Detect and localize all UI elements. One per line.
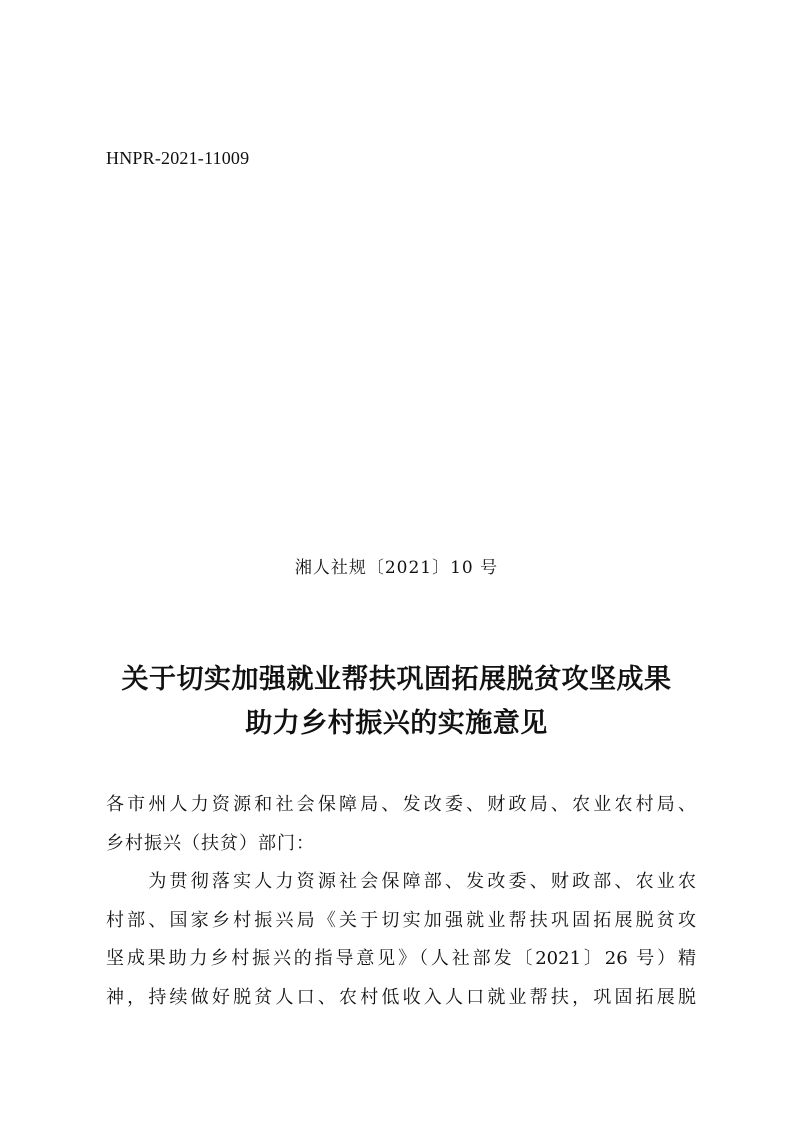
title-line: 关于切实加强就业帮扶巩固拓展脱贫攻坚成果 [121,664,672,695]
document-title [60,658,733,746]
paragraph-line: 为贯彻落实人力资源社会保障部、发改委、财政部、农业农 [106,871,696,892]
title-line: 助力乡村振兴的实施意见 [245,708,548,739]
document-body [106,786,696,1017]
paragraph-line: 村部、国家乡村振兴局《关于切实加强就业帮扶巩固拓展脱贫攻 [106,909,696,931]
recipients-line: 乡村振兴（扶贫）部门： [106,832,315,854]
paragraph-line: 神，持续做好脱贫人口、农村低收入人口就业帮扶，巩固拓展脱 [106,986,696,1008]
recipients-line: 各市州人力资源和社会保障局、发改委、财政局、农业农村局、 [106,794,696,815]
document-code: HNPR-2021-11009 [106,148,250,168]
paragraph-line: 坚成果助力乡村振兴的指导意见》（人社部发〔2021〕26 号）精 [106,948,696,969]
document-number: 湘人社规〔2021〕10 号 [294,558,499,578]
